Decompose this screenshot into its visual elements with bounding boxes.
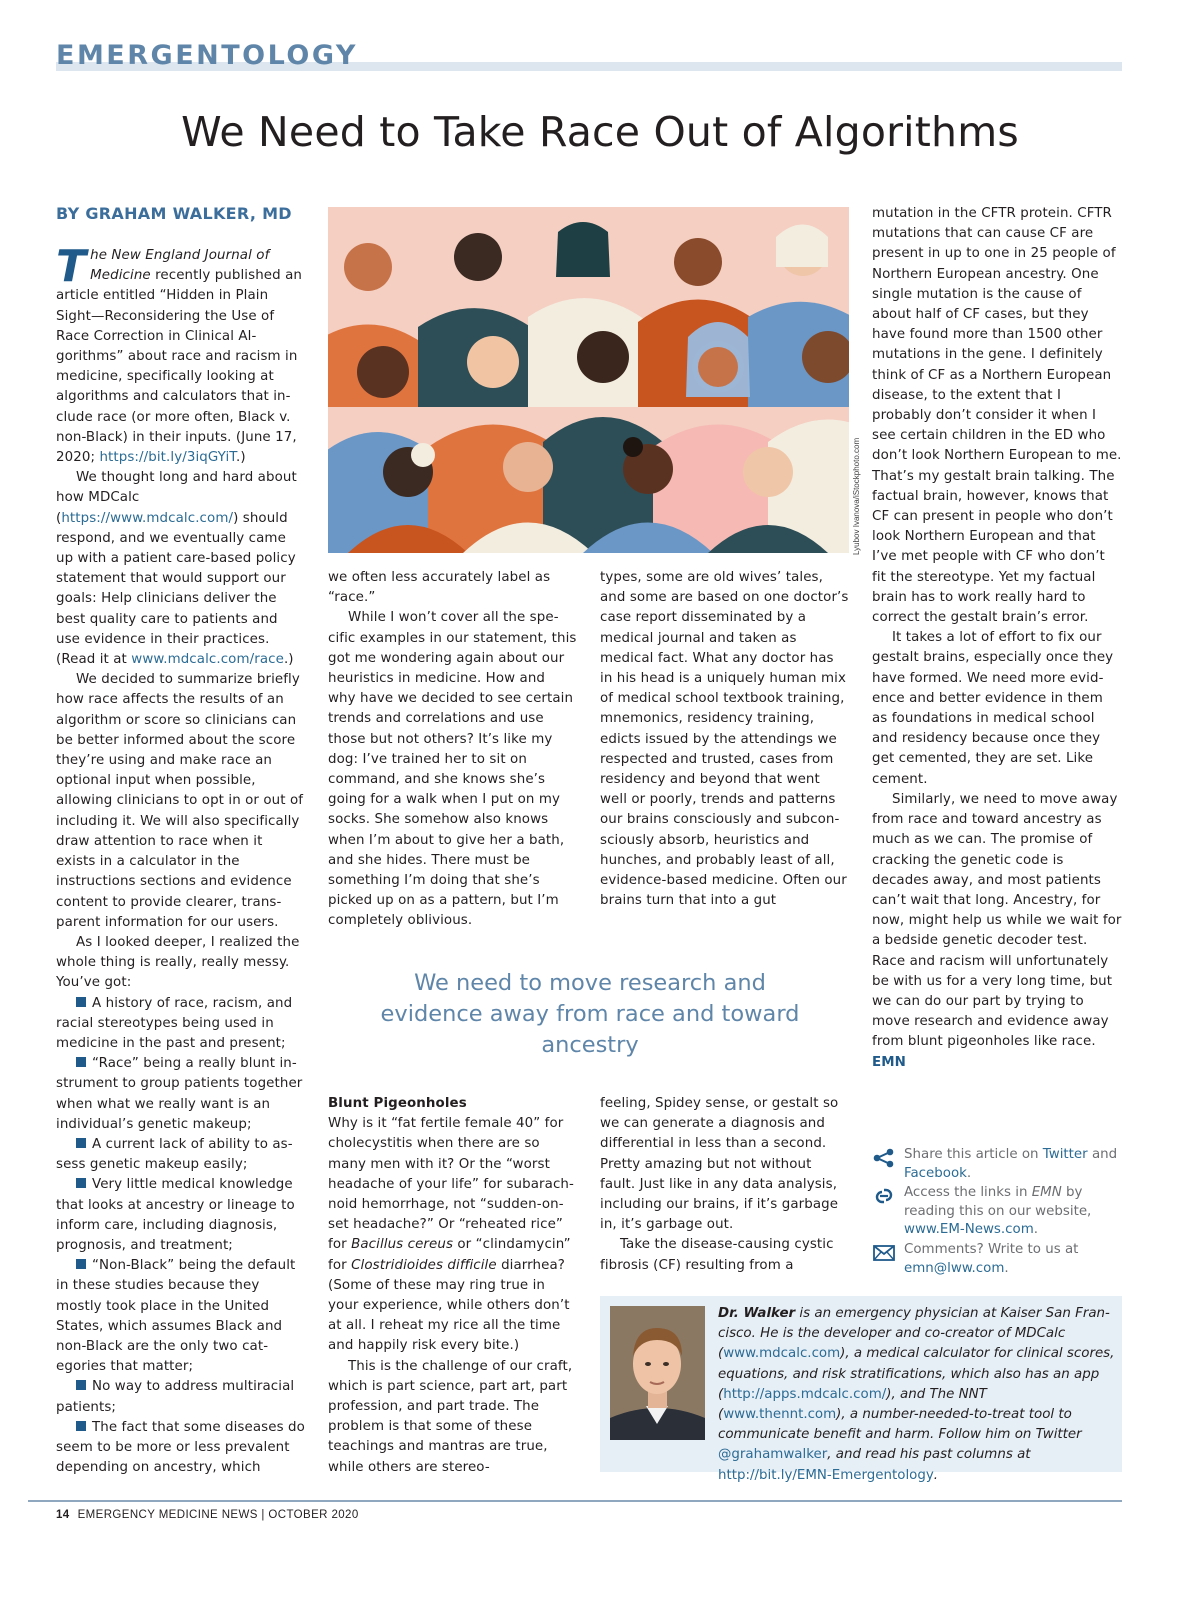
bullet-text: A history of race, racism, and racial stereotypes being used in medicine in the past and present; (56, 995, 293, 1051)
paragraph: While I won’t cover all the specific examples in our statement, this got me wondering again about our heuristics in medicine. How and why have we decided to see certain trends and correlations and use those but not others? It’s like my dog: I’ve trained her to sit on command, and she knows she’s going for a walk when I put on my socks. She somehow also knows when I’m about to give her a bath, and she hides. There must be something I’m doing that she’s picked up on as a pattern, but I’m completely oblivious. (328, 610, 577, 929)
organism-name: Bacillus cereus (351, 1237, 454, 1253)
bullet-item (56, 1135, 305, 1175)
bullet-square-icon (76, 1057, 86, 1067)
paragraph: This is the challenge of our craft, which is part science, part art, part profession, and part trade. The problem is that some of these teachings and mantras are true, while others are stereo- (328, 1358, 573, 1475)
paragraph: As I looked deeper, I realized the whole thing is really, really messy. You’ve got: (56, 934, 300, 991)
thennt-url[interactable]: www.thennt.com (723, 1407, 837, 1423)
bullet-square-icon (76, 1380, 86, 1390)
paragraph (328, 1114, 577, 1356)
bullet-text: “Non-Black” being the default in these studies because they mostly took place in the United States, which assumes Black and non-Black are the only two categories that matter; (56, 1258, 296, 1375)
facebook-link[interactable]: Facebook (904, 1165, 967, 1181)
column-3-top (600, 568, 850, 911)
text: Similarly, we need to move away from race and toward ancestry as much as we can. The promise of cracking the genetic code is decades away, and most patients can’t wait that long. Ancestry, for now, might help us while we wait for a bedside genetic decoder test. Race and racism will unfortunately be with us for a very long time, but we can do our part by trying to move research and evidence away from blunt pigeonholes like race. (872, 791, 1122, 1050)
column-2-top (328, 568, 577, 932)
paragraph: feeling, Spidey sense, or gestalt so we can generate a diagnosis and differential in less than a second. Pretty amazing but not without fault. Just like in any data analysis, including our brains, if it’s garbage in, it’s garbage out. (600, 1096, 839, 1233)
text: is an emergency physician at Kaiser San Francisco. He is the developer and co-creator of MDCalc ( (718, 1306, 1110, 1362)
section-header (56, 40, 1122, 74)
journal-title: he New England Journal of Medicine (90, 248, 270, 284)
bullet-text: A current lack of ability to assess genetic makeup easily; (56, 1136, 293, 1173)
bullet-text: “Race” being a really blunt instrument to group patients together when what we really want is an individual’s genetic makeup; (56, 1056, 303, 1132)
text: diarrhea? (Some of these may ring true in your experience, while others don’t at all. I reheat my rice all the time and happily risk every bite.) (328, 1257, 570, 1354)
text: Why is it “fat fertile female 40” for cholecystitis when there are so many men with it? Or the “worst headache of your life” for subarachnoid hemorrhage, not “sudden-onset headache?” Or “reheated rice” for (328, 1116, 574, 1253)
bullet-text: No way to address multiracial patients; (56, 1379, 295, 1415)
article-links-box (872, 1146, 1122, 1279)
envelope-icon (872, 1243, 896, 1263)
photo-credit (852, 410, 864, 555)
mdcalc-url[interactable]: www.mdcalc.com (723, 1346, 841, 1362)
bullet-item (56, 1256, 305, 1377)
bullet-item (56, 1418, 305, 1479)
twitter-link[interactable]: Twitter (1042, 1147, 1088, 1162)
author-bio-box (600, 1296, 1122, 1483)
column-2-bottom (328, 1094, 577, 1478)
paragraph: mutation in the CFTR protein. CFTR mutations that can cause CF are present in up to one in 25 people of Northern European ancestry. One single mutation is the cause of about half of CF cases, but they have found more than 1500 other mutations in the gene. I definitely think of CF as a Northern European disease, to the extent that I probably don’t consider it when I see certain children in the ED who don’t look Northern European to me. That’s my gestalt brain talking. The factual brain, however, knows that CF can present in people who don’t look Northern European and that I’ve met people with CF who don’t fit the stereotype. Yet my factual brain has to work really hard to correct the gestalt brain’s error. (872, 206, 1122, 626)
footer-rule (28, 1500, 1122, 1502)
text: .) (283, 652, 294, 668)
text: EMN (1031, 1185, 1062, 1201)
paragraph (56, 468, 305, 670)
bullet-text: The fact that some diseases do seem to be more or less prevalent depending on ancestry, which (56, 1419, 305, 1476)
em-news-link[interactable]: www.EM-News.com (904, 1222, 1034, 1238)
paragraph: types, some are old wives’ tales, and some are based on one doctor’s case report disseminated by a medical journal and taken as medical fact. What any doctor has in his head is a uniquely human mix of medical school textbook training, mnemonics, residency training, edicts issued by the attendings we respected and trusted, cases from residency and beyond that went well or poorly, trends and patterns our brains consciously and subconsciously absorb, heuristics and hunches, and probably least of all, evidence-based medicine. Often our brains turn that into a gut (600, 570, 849, 909)
column-3-bottom (600, 1094, 850, 1276)
intro-end: .) (236, 450, 246, 466)
link-icon (872, 1186, 896, 1206)
page-footer (56, 1509, 359, 1521)
column-4 (872, 204, 1122, 1073)
organism-name: Clostridioides difficile (351, 1257, 497, 1273)
paragraph (872, 790, 1122, 1073)
bullet-square-icon (76, 1421, 86, 1431)
drop-cap: T (56, 241, 87, 292)
paragraph: Take the disease-causing cystic fibrosis (CF) resulting from a (600, 1237, 834, 1273)
footer-text: EMERGENCY MEDICINE NEWS | OCTOBER 2020 (77, 1509, 359, 1521)
share-row (872, 1146, 1122, 1183)
past-columns-url[interactable]: http://bit.ly/EMN-Emergentology (718, 1467, 934, 1483)
column-1 (56, 241, 305, 1478)
text: . (933, 1467, 939, 1483)
page-number: 14 (56, 1509, 70, 1521)
paragraph: It takes a lot of effort to fix our gestalt brains, especially once they have formed. We need more evidence and better evidence in them as foundations in medical school and residency because once they get cemented, they are set. Like cement. (872, 630, 1114, 787)
intro-text: recently published an article entitled “Hidden in Plain Sight—Reconsidering the Use of Race Correction in Clinical Algorithms” about race and racism in medicine, specifically looking at algorithms and calculators that include race (or more often, Black v. non-Black) in their inputs. (June 17, 2020; (56, 268, 302, 466)
text: ), a number-needed-to-treat tool to communicate benefit and harm. Follow him on Twitter (718, 1407, 1082, 1443)
crowd-illustration (328, 207, 849, 553)
access-row (872, 1184, 1122, 1240)
bullet-square-icon (76, 1178, 86, 1188)
mdcalc-link[interactable]: https://www.mdcalc.com/ (61, 510, 234, 526)
text: ), and The NNT ( (718, 1386, 987, 1423)
text: . (966, 1165, 972, 1181)
bullet-item (56, 994, 305, 1055)
text: . (1004, 1260, 1009, 1276)
paragraph: we often less accurately label as “race.” (328, 570, 551, 606)
share-icon[interactable] (872, 1148, 896, 1168)
photo-credit-text: Lyubov Ivanova/iStockphoto.com (852, 437, 861, 555)
bullet-item (56, 1054, 305, 1135)
text: by reading this on our website, (904, 1185, 1092, 1219)
text: or “clindamycin” for (328, 1237, 571, 1273)
intro-paragraph (56, 241, 305, 468)
mdcalc-app-url[interactable]: http://apps.mdcalc.com/ (723, 1386, 887, 1402)
comments-row (872, 1241, 1122, 1278)
bullet-square-icon (76, 997, 86, 1007)
author-portrait (610, 1306, 705, 1440)
email-link[interactable]: emn@lww.com (904, 1260, 1005, 1276)
twitter-handle[interactable]: @grahamwalker (718, 1447, 828, 1463)
author-name: Dr. Walker (718, 1306, 796, 1321)
paragraph: We decided to summarize briefly how race affects the results of an algorithm or score so clinicians can be better informed about the score they’re using and make race an optional input when possible, allowing clinicians to opt in or out of including it. We will also specifically draw attention to race when it exists in a calculator in the instructions sections and evidence content to provide clearer, transparent information for our users. (56, 672, 304, 930)
nejm-link[interactable]: https://bit.ly/3iqGYiT (99, 450, 236, 466)
author-bio-text (718, 1304, 1116, 1486)
author-photo (610, 1306, 705, 1440)
text: ), a medical calculator for clinical scores, equations, and risk stratifications, which also has an app ( (718, 1346, 1115, 1402)
section-label: EMERGENTOLOGY (56, 40, 358, 71)
bullet-square-icon (76, 1138, 86, 1148)
text: Comments? Write to us at (904, 1241, 1079, 1257)
byline: BY GRAHAM WALKER, MD (56, 204, 292, 223)
pull-quote: We need to move research and evidence away from race and toward ancestry (380, 970, 800, 1058)
bullet-item (56, 1377, 305, 1417)
text: . (1033, 1222, 1039, 1238)
mdcalc-race-link[interactable]: www.mdcalc.com/race (131, 652, 284, 668)
emn-signature: EMN (872, 1054, 906, 1070)
text: and (1087, 1147, 1118, 1162)
subheading: Blunt Pigeonholes (328, 1096, 467, 1111)
bullet-text: Very little medical knowledge that looks at ancestry or lineage to inform care, including diagnosis, prognosis, and treatment; (56, 1177, 295, 1253)
crowd-illustration-svg (328, 207, 849, 553)
article-headline: We Need to Take Race Out of Algorithms (181, 108, 1019, 156)
bullet-square-icon (76, 1259, 86, 1269)
bullet-item (56, 1175, 305, 1256)
text: , and read his past columns at (827, 1447, 1031, 1463)
text: We thought long and hard about how MDCalc ( (56, 470, 297, 526)
text: Share this article on (904, 1147, 1043, 1162)
text: Access the links in (904, 1185, 1032, 1201)
text: ) should respond, and we eventually came up with a patient care-based policy statement that would support our goals: Help clinicians deliver the best quality care to patients and use evidence in their practices. (Read it at (56, 510, 296, 668)
